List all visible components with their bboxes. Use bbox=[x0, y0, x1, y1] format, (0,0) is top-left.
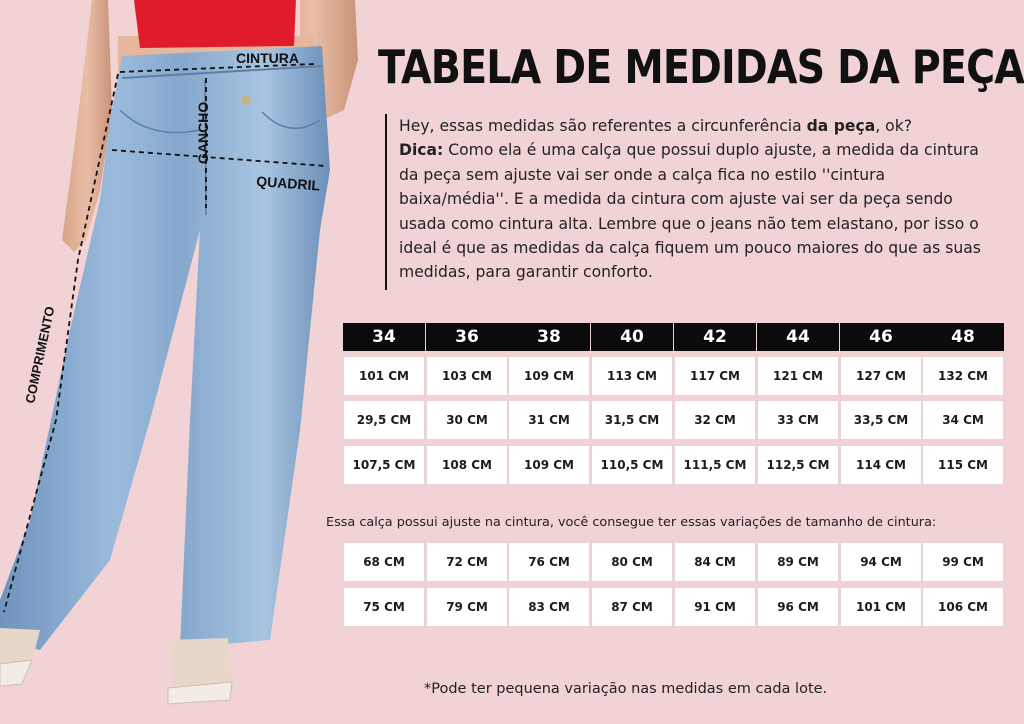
left-sandal bbox=[0, 660, 32, 686]
waist-cell: 68 CM bbox=[343, 542, 425, 582]
page-title: TABELA DE MEDIDAS DA PEÇA bbox=[378, 40, 1024, 94]
footnote: *Pode ter pequena variação nas medidas em cada lote. bbox=[424, 681, 828, 697]
size-header-46: 46 bbox=[840, 323, 922, 351]
size-header-34: 34 bbox=[343, 323, 425, 351]
waist-cell: 76 CM bbox=[508, 542, 590, 582]
measure-cell: 115 CM bbox=[922, 445, 1004, 485]
measure-cell: 127 CM bbox=[840, 356, 922, 396]
measure-cell: 34 CM bbox=[922, 400, 1004, 440]
measure-cell: 29,5 CM bbox=[343, 400, 425, 440]
measure-cell: 109 CM bbox=[508, 445, 590, 485]
measure-cell: 111,5 CM bbox=[674, 445, 756, 485]
waist-cell: 94 CM bbox=[840, 542, 922, 582]
size-header-48: 48 bbox=[922, 323, 1004, 351]
waist-cell: 89 CM bbox=[757, 542, 839, 582]
waist-cell: 80 CM bbox=[591, 542, 673, 582]
size-header-38: 38 bbox=[508, 323, 590, 351]
measure-cell: 112,5 CM bbox=[757, 445, 839, 485]
measure-cell: 114 CM bbox=[840, 445, 922, 485]
product-photo-jeans bbox=[0, 0, 370, 724]
description-intro: Hey, essas medidas são referentes a circunferência bbox=[399, 117, 807, 135]
waist-cell: 99 CM bbox=[922, 542, 1004, 582]
waist-cell: 72 CM bbox=[426, 542, 508, 582]
waist-adjust-note: Essa calça possui ajuste na cintura, você consegue ter essas variações de tamanho de cintura: bbox=[326, 515, 937, 530]
measure-cell: 31,5 CM bbox=[591, 400, 673, 440]
waist-cell: 91 CM bbox=[674, 587, 756, 627]
waist-cell: 96 CM bbox=[757, 587, 839, 627]
dica-label: Dica: bbox=[399, 141, 444, 160]
description-block bbox=[385, 114, 985, 290]
description-intro-end: , ok? bbox=[875, 117, 913, 135]
size-header-40: 40 bbox=[591, 323, 673, 351]
red-top bbox=[134, 0, 296, 48]
measure-cell: 33,5 CM bbox=[840, 400, 922, 440]
waist-cell: 106 CM bbox=[922, 587, 1004, 627]
measure-cell: 132 CM bbox=[922, 356, 1004, 396]
label-cintura: CINTURA bbox=[236, 50, 299, 66]
size-header-44: 44 bbox=[757, 323, 839, 351]
measure-cell: 33 CM bbox=[757, 400, 839, 440]
size-header-42: 42 bbox=[674, 323, 756, 351]
measure-cell: 117 CM bbox=[674, 356, 756, 396]
measure-cell: 31 CM bbox=[508, 400, 590, 440]
measure-cell: 108 CM bbox=[426, 445, 508, 485]
measure-cell: 109 CM bbox=[508, 356, 590, 396]
measure-cell: 113 CM bbox=[591, 356, 673, 396]
jeans bbox=[0, 46, 330, 650]
waist-cell: 87 CM bbox=[591, 587, 673, 627]
measure-cell: 32 CM bbox=[674, 400, 756, 440]
jeans-button bbox=[241, 95, 251, 105]
measure-cell: 121 CM bbox=[757, 356, 839, 396]
waist-cell: 75 CM bbox=[343, 587, 425, 627]
waist-cell: 101 CM bbox=[840, 587, 922, 627]
waist-cell: 83 CM bbox=[508, 587, 590, 627]
measure-cell: 101 CM bbox=[343, 356, 425, 396]
measure-cell: 110,5 CM bbox=[591, 445, 673, 485]
measure-cell: 107,5 CM bbox=[343, 445, 425, 485]
measure-cell: 30 CM bbox=[426, 400, 508, 440]
dica-text: Como ela é uma calça que possui duplo ajuste, a medida da cintura da peça sem ajuste vai ser onde a calça fica no estilo ''cintura baixa/média''. E a medida da cintura com ajuste vai ser da peça sendo usada como cintura alta. Lembre que o jeans não tem elastano, por isso o ideal é que as medidas da calça fiquem um pouco maiores do que as suas medidas, para garantir conforto. bbox=[399, 141, 981, 282]
waist-cell: 79 CM bbox=[426, 587, 508, 627]
label-comprimento: COMPRIMENTO bbox=[22, 304, 58, 405]
label-quadril: QUADRIL bbox=[255, 173, 321, 194]
waist-cell: 84 CM bbox=[674, 542, 756, 582]
description-emphasis: da peça bbox=[806, 117, 876, 135]
size-header-36: 36 bbox=[426, 323, 508, 351]
measure-cell: 103 CM bbox=[426, 356, 508, 396]
label-gancho: GANCHO bbox=[195, 101, 211, 164]
